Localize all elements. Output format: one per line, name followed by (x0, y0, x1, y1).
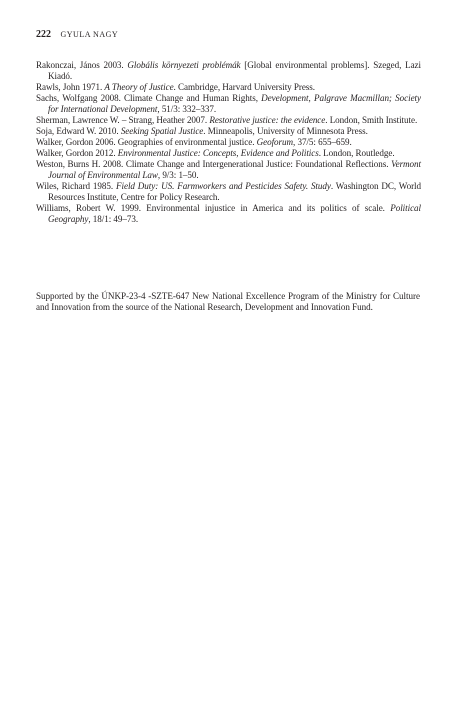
reference-details: [Global environmental problems]. Szeged, Lazi Kiadó. (48, 60, 422, 81)
reference-title: Development, Palgrave Macmillan; Society for International Development (48, 93, 421, 114)
reference-list (36, 60, 421, 225)
reference-text: Rakonczai, János 2003. (36, 60, 128, 70)
reference-title: Environmental Justice: Concepts, Evidence and Politics (117, 148, 319, 158)
reference-text: Weston, Burns H. 2008. Climate Change and Intergenerational Justice: Foundational Reflections. (36, 159, 392, 169)
reference-details: . Cambridge, Harvard University Press. (173, 82, 315, 92)
running-head-author: GYULA NAGY (60, 30, 119, 39)
reference-details: , 9/3: 1–50. (157, 170, 199, 180)
reference-entry (36, 159, 421, 181)
reference-entry (36, 126, 421, 137)
reference-title: Vermont Journal of Environmental Law (48, 159, 421, 180)
reference-entry (36, 82, 421, 93)
reference-title: Political Geography (48, 203, 421, 224)
reference-details: . Washington DC, World Resources Institute, Centre for Policy Research. (48, 181, 421, 202)
reference-text: Rawls, John 1971. (36, 82, 105, 92)
reference-details: , 51/3: 332–337. (157, 104, 217, 114)
reference-title: Restorative justice: the evidence (209, 115, 326, 125)
page-number: 222 (36, 29, 51, 40)
reference-entry (36, 181, 421, 203)
reference-details: . London, Routledge. (318, 148, 395, 158)
reference-text: Wiles, Richard 1985. (36, 181, 116, 191)
reference-details: , 18/1: 49–73. (88, 214, 139, 224)
reference-title: Field Duty: US. Farmworkers and Pesticides Safety. Study (116, 181, 331, 191)
reference-title: Geoforum (256, 137, 294, 147)
reference-text: Williams, Robert W. 1999. Environmental injustice in America and its politics of scale. (36, 203, 391, 213)
reference-entry (36, 115, 421, 126)
reference-title: Seeking Spatial Justice (120, 126, 204, 136)
reference-details: . Minneapolis, University of Minnesota Press. (203, 126, 368, 136)
reference-title: A Theory of Justice (104, 82, 174, 92)
page-header (36, 29, 421, 45)
reference-title: Globális környezeti problémák (127, 60, 241, 70)
reference-details: , 37/5: 655–659. (293, 137, 352, 147)
reference-details: . London, Smith Institute. (325, 115, 418, 125)
reference-text: Soja, Edward W. 2010. (36, 126, 121, 136)
reference-text: Sachs, Wolfgang 2008. Climate Change and Human Rights, (36, 93, 262, 103)
reference-entry (36, 60, 421, 82)
reference-entry (36, 203, 421, 225)
reference-entry (36, 93, 421, 115)
funding-acknowledgement: Supported by the ÚNKP-23-4 -SZTE-647 New National Excellence Program of the Ministry for Culture and Innovation from the source of the National Research, Development and Innovation Fund. (36, 291, 420, 313)
reference-entry (36, 148, 421, 159)
reference-text: Sherman, Lawrence W. – Strang, Heather 2007. (36, 115, 210, 125)
reference-text: Walker, Gordon 2006. Geographies of environmental justice. (36, 137, 257, 147)
reference-entry (36, 137, 421, 148)
reference-text: Walker, Gordon 2012. (36, 148, 118, 158)
